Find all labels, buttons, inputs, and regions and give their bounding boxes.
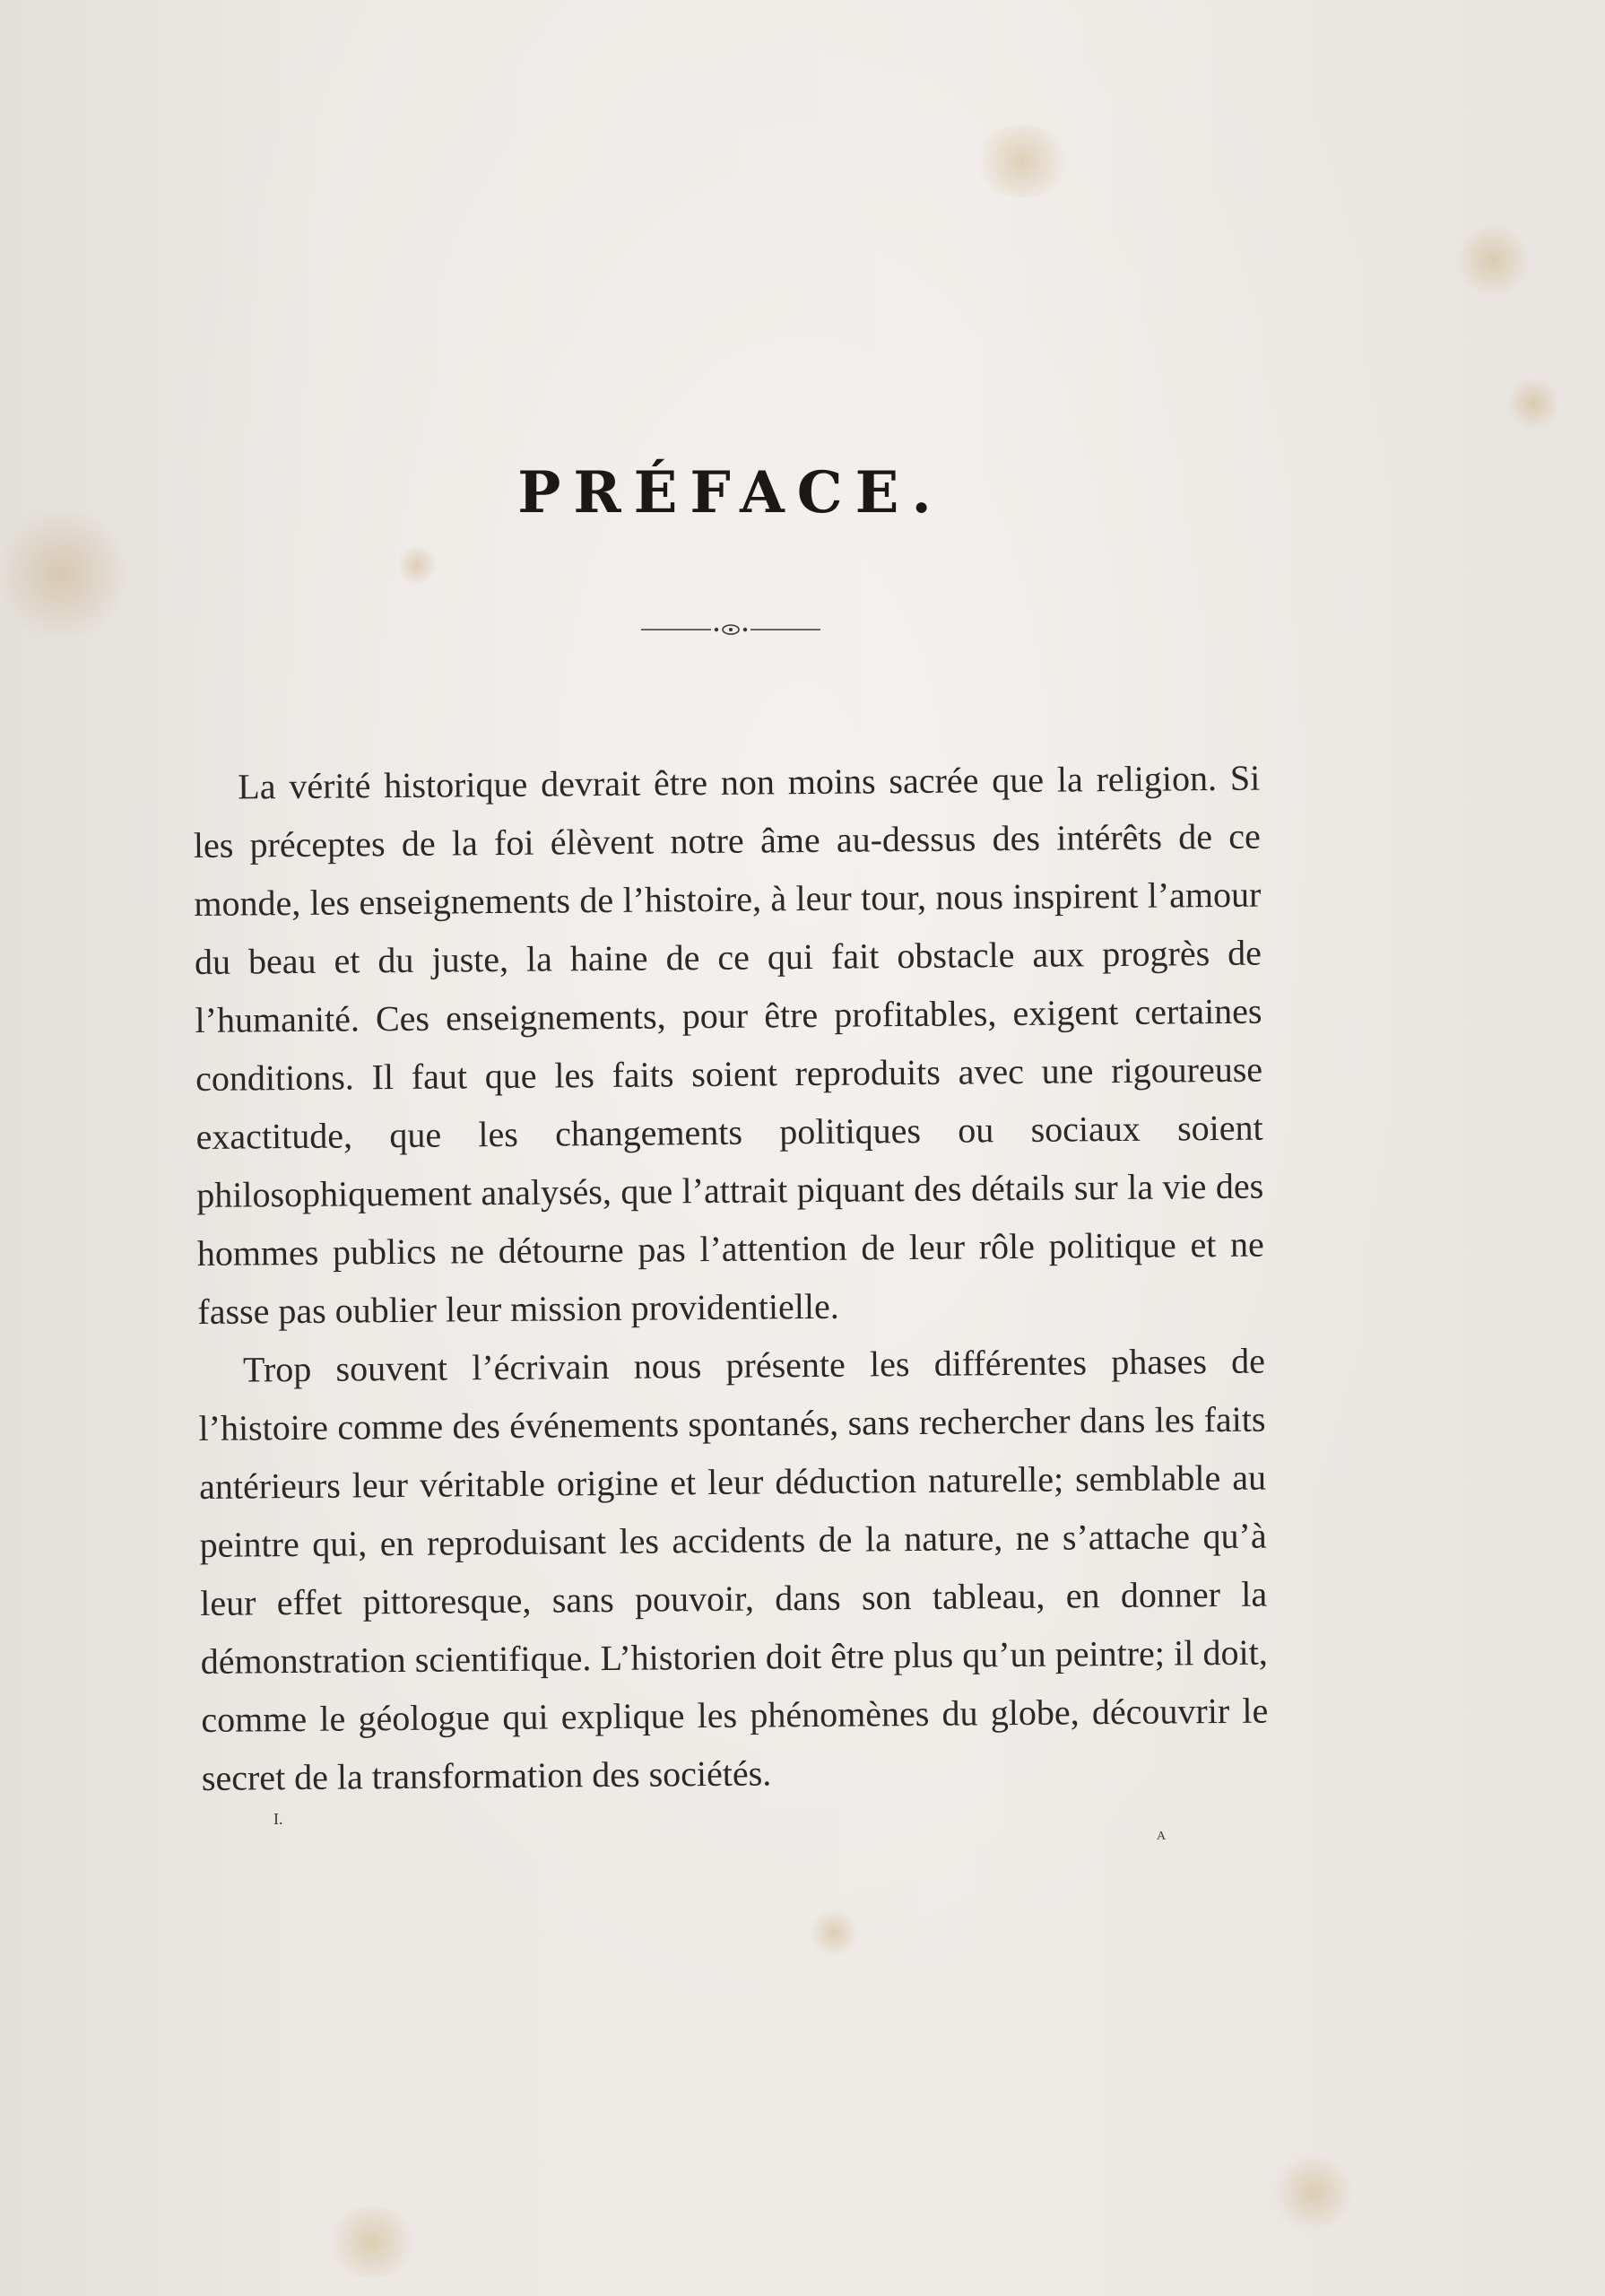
foxing-spot	[807, 1910, 861, 1955]
signature-mark-right: A	[1157, 1830, 1167, 1843]
title-ornament-divider	[641, 619, 820, 640]
signature-mark-left: I.	[273, 1810, 283, 1828]
preface-paragraph-1: La vérité historique devrait être non moins sacrée que la religion. Si les préceptes de la foi élèvent notre âme au-dessus des intérêts de ce monde, les enseignements de l’histoire, à leur tour, nous inspirent l’amour du beau et du juste, la haine de ce qui fait obstacle aux progrès de l’humanité. Ces enseignements, pour être profitables, exigent certaines conditions. Il faut que les faits soient reproduits avec une rigoureuse exactitude, que les changements politiques ou sociaux soient philosophiquement analysés, que l’attrait piquant des détails sur la vie des hommes publics ne détourne pas l’attention de leur rôle politique et ne fasse pas oublier leur mission providentielle.	[193, 757, 1264, 1332]
preface-paragraph-2: Trop souvent l’écrivain nous présente les différentes phases de l’histoire comme des événements spontanés, sans rechercher dans les faits antérieurs leur véritable origine et leur déduction naturelle; semblable au peintre qui, en reproduisant les accidents de la nature, ne s’attache qu’à leur effet pittoresque, sans pouvoir, dans son tableau, en donner la démonstration scientifique. L’historien doit être plus qu’un peintre; il doit, comme le géologue qui explique les phénomènes du globe, découvrir le secret de la transformation des sociétés.	[198, 1340, 1269, 1798]
foxing-spot	[968, 126, 1076, 197]
foxing-spot	[1453, 224, 1533, 296]
foxing-spot	[1506, 377, 1560, 430]
page-title: PRÉFACE.	[517, 459, 944, 526]
foxing-spot	[323, 2206, 421, 2278]
foxing-spot	[1273, 2152, 1354, 2233]
preface-body	[193, 749, 1269, 1807]
foxing-spot	[395, 547, 439, 583]
